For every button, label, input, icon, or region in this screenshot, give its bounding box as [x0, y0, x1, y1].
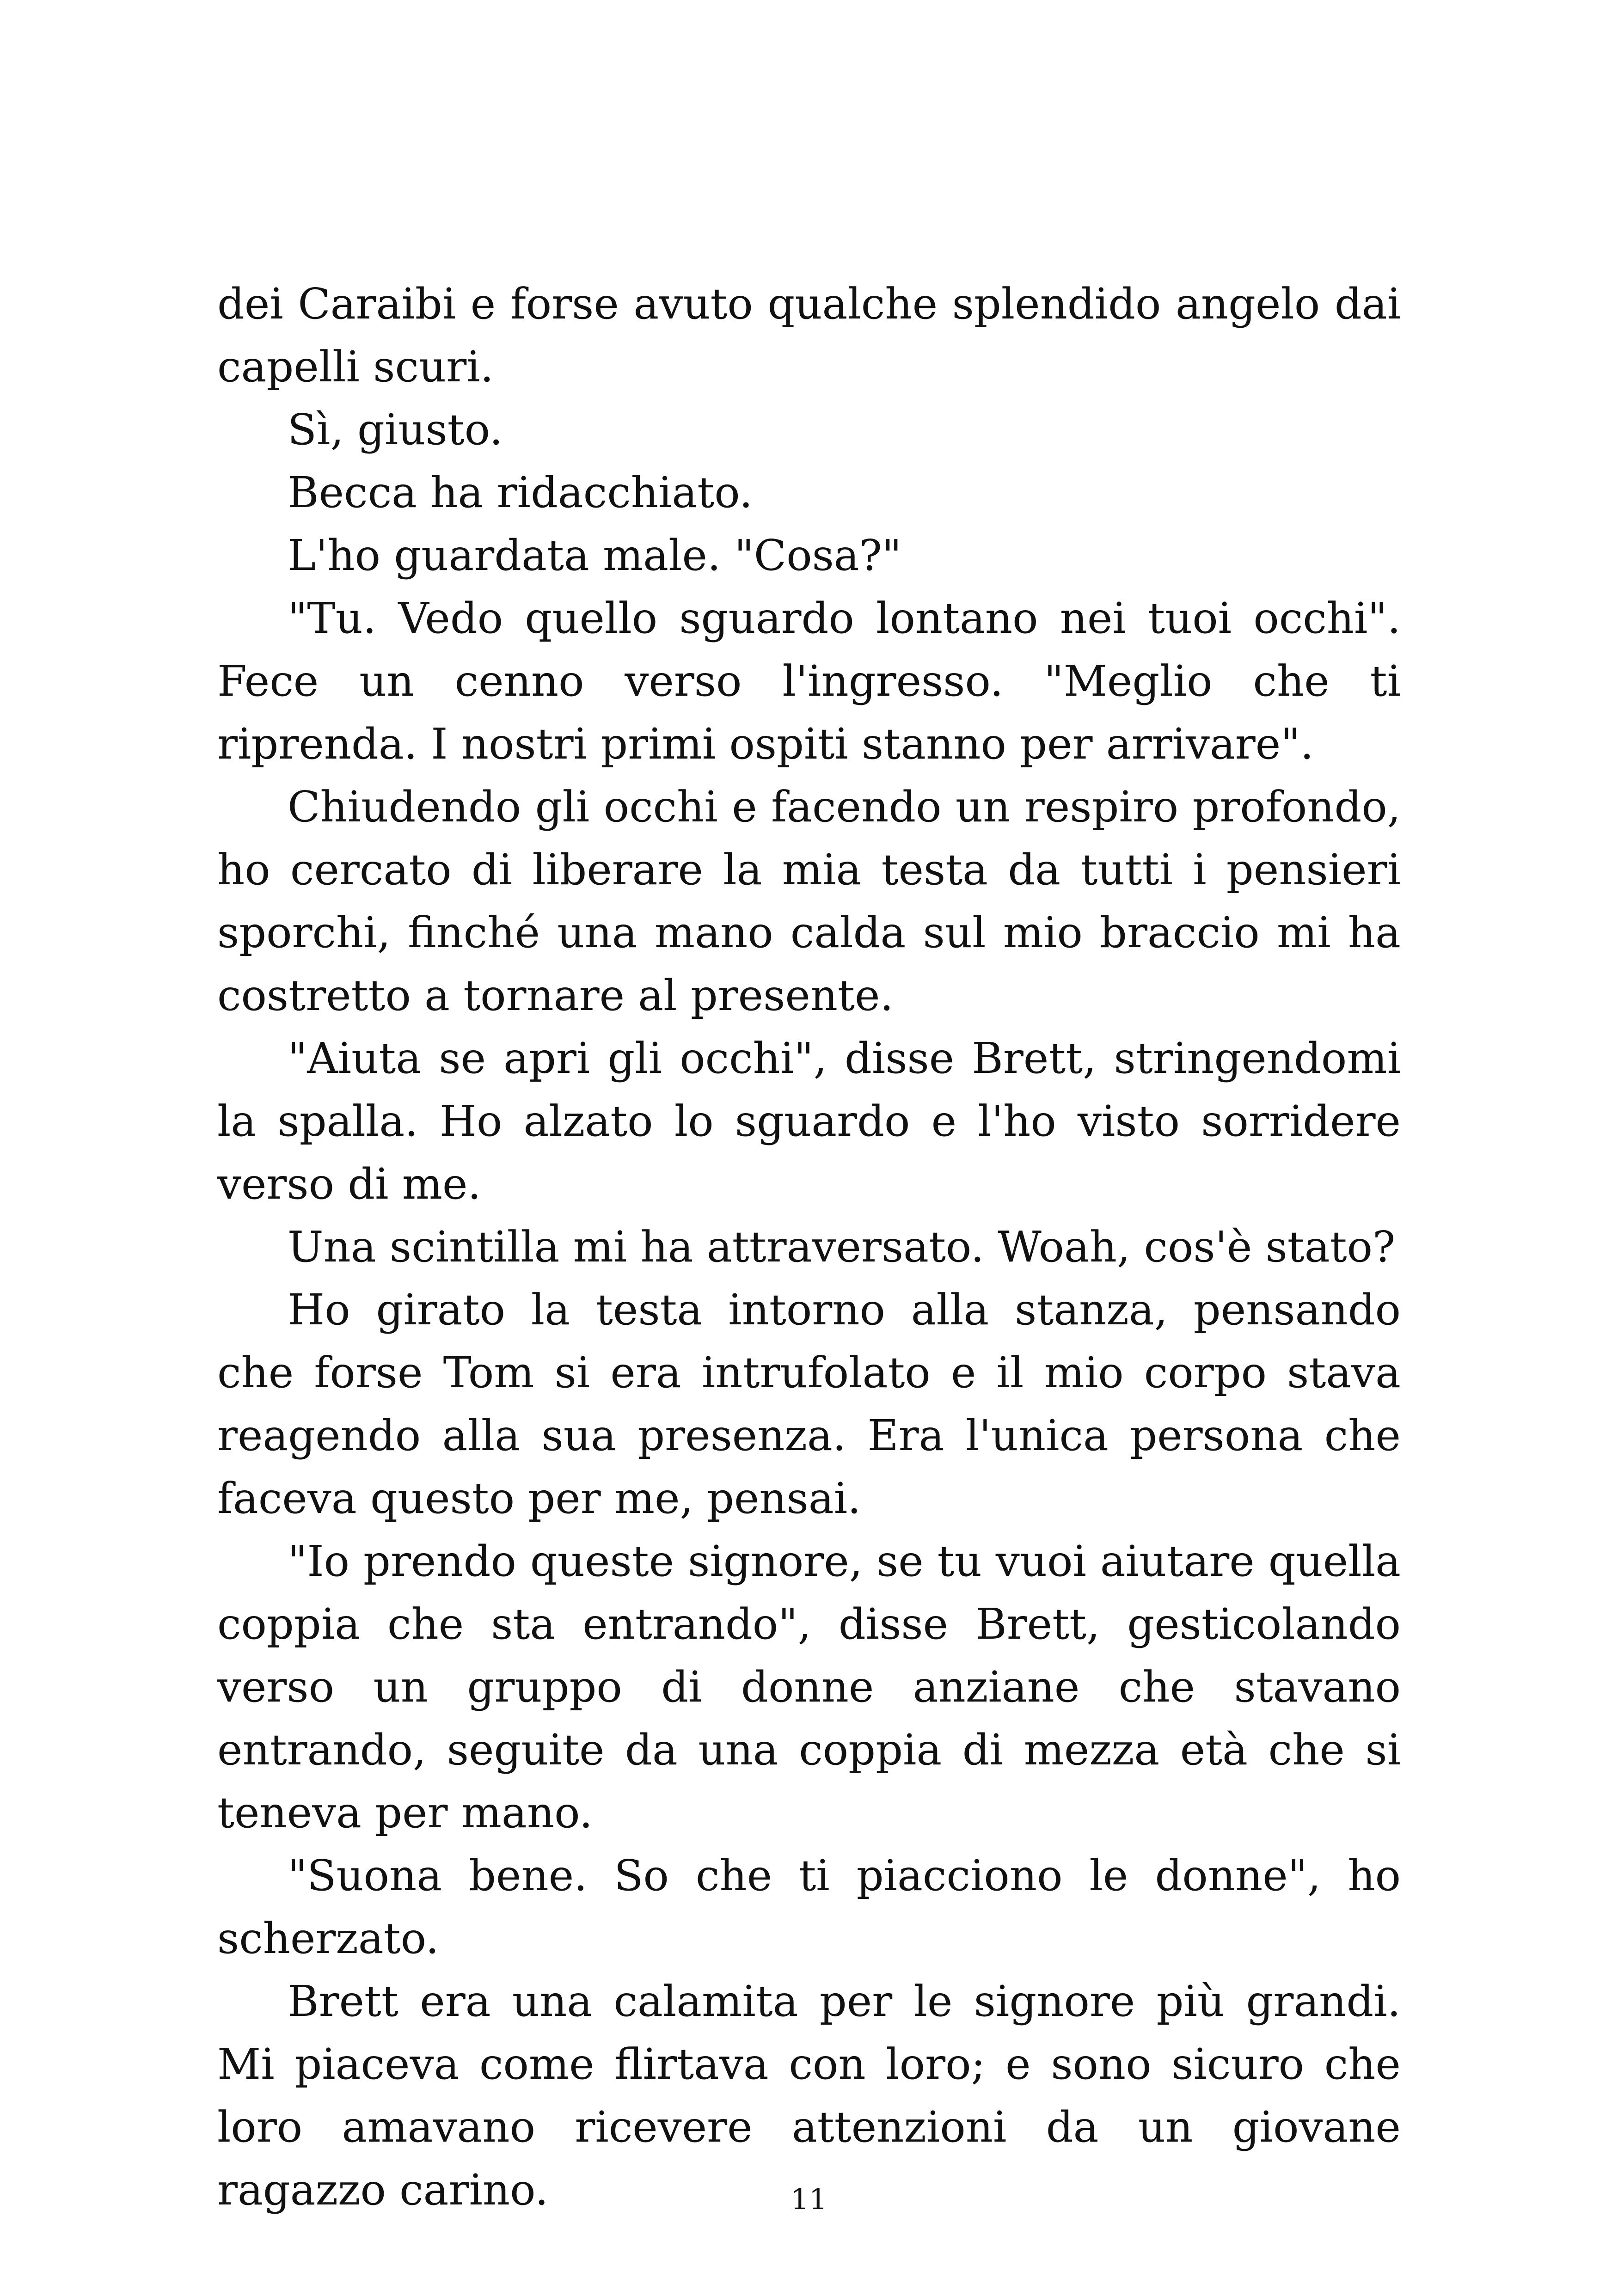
- paragraph: Ho girato la testa intorno alla stanza, pensando che forse Tom si era intrufolato e il mio corpo stava reagendo alla sua presenza. Era l'unica persona che faceva questo per me, pensai.: [217, 1285, 1401, 1523]
- paragraph: "Tu. Vedo quello sguardo lontano nei tuoi occhi". Fece un cenno verso l'ingresso. "Meglio che ti riprenda. I nostri primi ospiti stanno per arrivare".: [217, 594, 1401, 769]
- paragraph: L'ho guardata male. "Cosa?": [288, 531, 902, 580]
- paragraph: "Suona bene. So che ti piacciono le donne", ho scherzato.: [217, 1851, 1401, 1963]
- paragraph: "Aiuta se apri gli occhi", disse Brett, stringendomi la spalla. Ho alzato lo sguardo e l'ho visto sorridere verso di me.: [217, 1034, 1401, 1209]
- paragraph: Sì, giusto.: [288, 405, 503, 454]
- paragraph: Chiudendo gli occhi e facendo un respiro profondo, ho cercato di liberare la mia testa da tutti i pensieri sporchi, finché una mano calda sul mio braccio mi ha costretto a tornare al presente.: [217, 782, 1401, 1020]
- paragraph: "Io prendo queste signore, se tu vuoi aiutare quella coppia che sta entrando", disse Brett, gesticolando verso un gruppo di donne anziane che stavano entrando, seguite da una coppia di mezza età che si teneva per mano.: [217, 1537, 1401, 1837]
- page-number: 11: [791, 2182, 827, 2216]
- paragraph: Brett era una calamita per le signore più grandi. Mi piaceva come flirtava con loro; e sono sicuro che loro amavano ricevere attenzioni da un giovane ragazzo carino.: [217, 1977, 1401, 2215]
- paragraph-continuation: dei Caraibi e forse avuto qualche splendido angelo dai capelli scuri.: [217, 279, 1401, 392]
- body-text: [217, 273, 1401, 2222]
- paragraph: Una scintilla mi ha attraversato. Woah, cos'è stato?: [288, 1222, 1396, 1272]
- paragraph: Becca ha ridacchiato.: [288, 468, 753, 517]
